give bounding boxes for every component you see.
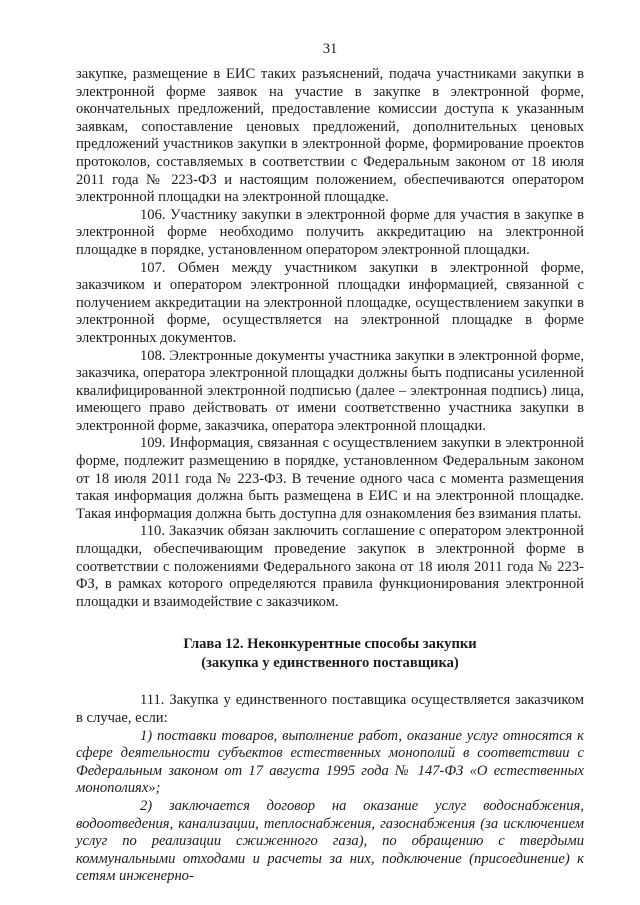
chapter-title: Глава 12. Неконкурентные способы закупки xyxy=(183,636,477,653)
paragraph-continuation: закупке, размещение в ЕИС таких разъяснений, подача участниками закупки в электронной форме заявок на участие в закупке в электронной форме, окончательных предложений, предоставление комиссии доступа к указанным заявкам, сопоставление ценовых предложений, дополнительных ценовых предложений участников закупки в электронной форме, формирование проектов протоколов, составляемых в соответствии с Федеральным законом от 18 июля 2011 года № 223-ФЗ и настоящим положением, обеспечиваются оператором электронной площадки на электронной площадке. xyxy=(76,66,584,206)
clause-111-item-2: 2) заключается договор на оказание услуг водоснабжения, водоотведения, канализации, теплоснабжения, газоснабжения (за исключением услуг по реализации сжиженного газа), по обращению с твердыми коммунальными отходами и расчеты за них, подключение (присоединение) к сетям инженерно- xyxy=(76,797,584,885)
paragraph-107: 107. Обмен между участником закупки в электронной форме, заказчиком и оператором электронной площадки информацией, связанной с получением аккредитации на электронной площадке, осуществлением закупки в электронной форме, осуществляется на электронной площадке в форме электронных документов. xyxy=(76,259,584,346)
page-number: 31 xyxy=(322,41,338,57)
clause-111-item-1: 1) поставки товаров, выполнение работ, оказание услуг относятся к сфере деятельности субъектов естественных монополий в соответствии с Федеральным законом от 17 августа 1995 года № 147-ФЗ «О естественных монополиях»; xyxy=(76,727,584,797)
document-page xyxy=(76,0,584,886)
chapter-heading xyxy=(76,635,584,673)
paragraph-106: 106. Участнику закупки в электронной форме для участия в закупке в электронной форме необходимо получить аккредитацию на электронной площадке в порядке, установленном оператором электронной площадки. xyxy=(76,206,584,258)
paragraph-110: 110. Заказчик обязан заключить соглашение с оператором электронной площадки, обеспечивающим проведение закупок в электронной форме в соответствии с положениями Федерального закона от 18 июля 2011 года № 223-ФЗ, в рамках которого определяются правила функционирования электронной площадки и взаимодействие с заказчиком. xyxy=(76,523,584,610)
paragraph-111: 111. Закупка у единственного поставщика осуществляется заказчиком в случае, если: xyxy=(76,692,584,726)
chapter-subtitle: (закупка у единственного поставщика) xyxy=(201,655,459,672)
paragraph-108: 108. Электронные документы участника закупки в электронной форме, заказчика, оператора электронной площадки должны быть подписаны усиленной квалифицированной электронной подписью (далее – электронная подпись) лица, имеющего право действовать от имени соответственно участника закупки в электронной форме, заказчика, оператора электронной площадки. xyxy=(76,347,584,434)
paragraph-109: 109. Информация, связанная с осуществлением закупки в электронной форме, подлежит размещению в порядке, установленном Федеральным законом от 18 июля 2011 года № 223-ФЗ. В течение одного часа с момента размещения такая информация должна быть размещена в ЕИС и на электронной площадке. Такая информация должна быть доступна для ознакомления без взимания платы. xyxy=(76,435,584,522)
